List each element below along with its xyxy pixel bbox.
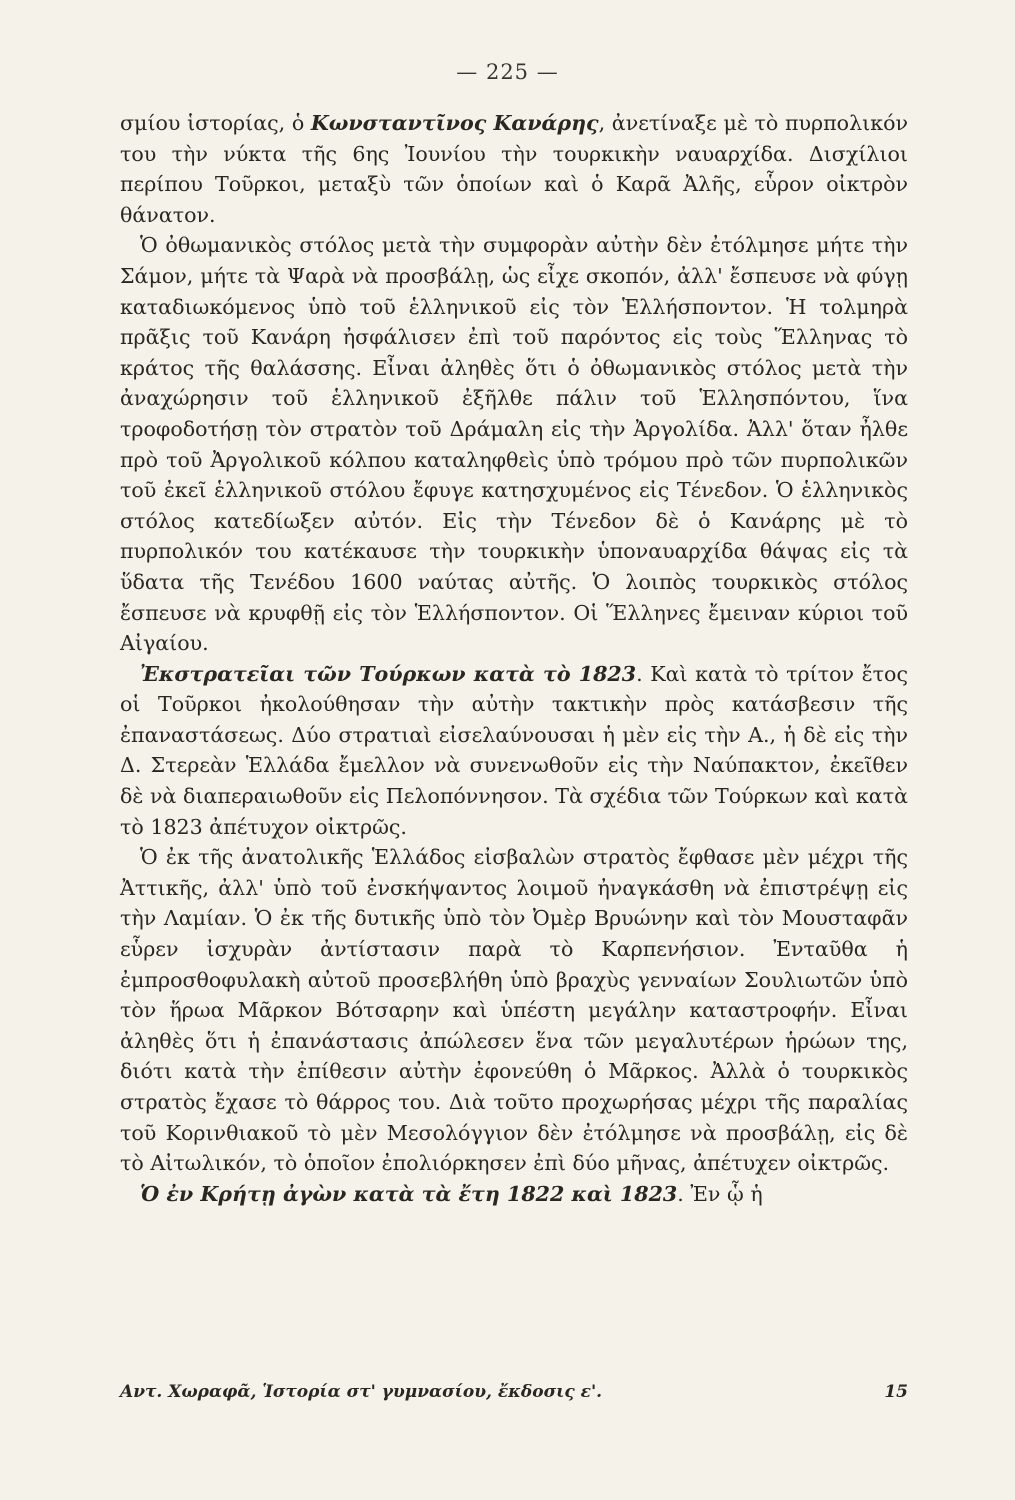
paragraph — [120, 108, 908, 230]
text-run: σμίου ἱστορίας, ὁ — [120, 111, 311, 135]
paragraph — [120, 230, 908, 658]
paragraph — [120, 842, 908, 1179]
text-run: . Καὶ κατὰ τὸ τρίτον ἔτος οἱ Τοῦρκοι ἠκολούθησαν τὴν αὐτὴν τακτικὴν πρὸς κατάσβεσιν τῆς ἐπαναστάσεως. Δύο στρατιαὶ εἰσελαύνουσαι ἡ μὲν εἰς τὴν Α., ἡ δὲ εἰς τὴν Δ. Στερεὰν Ἑλλάδα ἔμελλον νὰ συνενωθοῦν εἰς τὴν Ναύπακτον, ἐκεῖθεν δὲ νὰ διαπεραιωθοῦν εἰς Πελοπόννησον. Τὰ σχέδια τῶν Τούρκων καὶ κατὰ τὸ 1823 ἀπέτυχον οἰκτρῶς. — [120, 661, 908, 839]
inline-heading: Ὁ ἐν Κρήτῃ ἀγὼν κατὰ τὰ ἔτη 1822 καὶ 1823 — [140, 1181, 678, 1206]
footer-citation: Αντ. Χωραφᾶ, Ἱστορία στ' γυμνασίου, ἔκδοσις ε'. — [120, 1382, 603, 1402]
text-run: Ὁ ὀθωμανικὸς στόλος μετὰ τὴν συμφορὰν αὐτὴν δὲν ἐτόλμησε μήτε τὴν Σάμον, μήτε τὰ Ψαρὰ νὰ προσβάλῃ, ὡς εἶχε σκοπόν, ἀλλ' ἔσπευσε νὰ φύγῃ καταδιωκόμενος ὑπὸ τοῦ ἑλληνικοῦ εἰς τὸν Ἑλλήσποντον. Ἡ τολμηρὰ πρᾶξις τοῦ Κανάρη ἠσφάλισεν ἐπὶ τοῦ παρόντος εἰς τοὺς Ἕλληνας τὸ κράτος τῆς θαλάσσης. Εἶναι ἀληθὲς ὅτι ὁ ὀθωμανικὸς στόλος μετὰ τὴν ἀναχώρησιν τοῦ ἑλληνικοῦ ἐξῆλθε πάλιν τοῦ Ἑλλησπόντου, ἵνα τροφοδοτήσῃ τὸν στρατὸν τοῦ Δράμαλη εἰς τὴν Ἀργολίδα. Ἀλλ' ὅταν ἦλθε πρὸ τοῦ Ἀργολικοῦ κόλπου καταληφθεὶς ὑπὸ τρόμου πρὸ τῶν πυρπολικῶν τοῦ ἐκεῖ ἑλληνικοῦ στόλου ἔφυγε κατησχυμένος εἰς Τένεδον. Ὁ ἑλληνικὸς στόλος κατεδίωξεν αὐτόν. Εἰς τὴν Τένεδον δὲ ὁ Κανάρης μὲ τὸ πυρπολικόν του κατέκαυσε τὴν τουρκικὴν ὑποναυαρχίδα θάψας εἰς τὰ ὕδατα τῆς Τενέδου 1600 ναύτας αὐτῆς. Ὁ λοιπὸς τουρκικὸς στόλος ἔσπευσε νὰ κρυφθῇ εἰς τὸν Ἑλλήσποντον. Οἱ Ἕλληνες ἔμειναν κύριοι τοῦ Αἰγαίου. — [120, 233, 908, 656]
body-text — [120, 108, 908, 1209]
footer — [120, 1382, 908, 1402]
page-number: — 225 — — [456, 60, 559, 84]
inline-heading: Ἐκστρατεῖαι τῶν Τούρκων κατὰ τὸ 1823 — [140, 661, 637, 686]
paragraph — [120, 659, 908, 843]
text-run: , ἀνετίναξε μὲ τὸ πυρπολικόν του τὴν νύκτα τῆς 6ης Ἰουνίου τὴν τουρκικὴν ναυαρχίδα. Δισχίλιοι περίπου Τοῦρκοι, μεταξὺ τῶν ὁποίων καὶ ὁ Καρᾶ Ἀλῆς, εὗρον οἰκτρὸν θάνατον. — [120, 111, 908, 227]
signature-mark: 15 — [884, 1382, 908, 1402]
paragraph — [120, 1179, 908, 1210]
text-run: . Ἐν ᾧ ἡ — [677, 1181, 763, 1206]
text-run: Ὁ ἐκ τῆς ἀνατολικῆς Ἑλλάδος εἰσβαλὼν στρατὸς ἔφθασε μὲν μέχρι τῆς Ἀττικῆς, ἀλλ' ὑπὸ τοῦ ἐνσκήψαντος λοιμοῦ ἠναγκάσθη νὰ ἐπιστρέψῃ εἰς τὴν Λαμίαν. Ὁ ἐκ τῆς δυτικῆς ὑπὸ τὸν Ὀμὲρ Βρυώνην καὶ τὸν Μουσταφᾶν εὗρεν ἰσχυρὰν ἀντίστασιν παρὰ τὸ Καρπενήσιον. Ἐνταῦθα ἡ ἐμπροσθοφυλακὴ αὐτοῦ προσεβλήθη ὑπὸ βραχὺς γενναίων Σουλιωτῶν ὑπὸ τὸν ἥρωα Μᾶρκον Βότσαρην καὶ ὑπέστη μεγάλην καταστροφήν. Εἶναι ἀληθὲς ὅτι ἡ ἐπανάστασις ἀπώλεσεν ἕνα τῶν μεγαλυτέρων ἡρώων της, διότι κατὰ τὴν ἐπίθεσιν αὐτὴν ἐφονεύθη ὁ Μᾶρκος. Ἀλλὰ ὁ τουρκικὸς στρατὸς ἔχασε τὸ θάρρος του. Διὰ τοῦτο προχωρήσας μέχρι τῆς παραλίας τοῦ Κορινθιακοῦ τὸ μὲν Μεσολόγγιον δὲν ἐτόλμησε νὰ προσβάλῃ, εἰς δὲ τὸ Αἰτωλικόν, τὸ ὁποῖον ἐπολιόρκησεν ἐπὶ δύο μῆνας, ἀπέτυχεν οἰκτρῶς. — [120, 845, 908, 1176]
inline-heading: Κωνσταντῖνος Κανάρης — [310, 111, 599, 135]
